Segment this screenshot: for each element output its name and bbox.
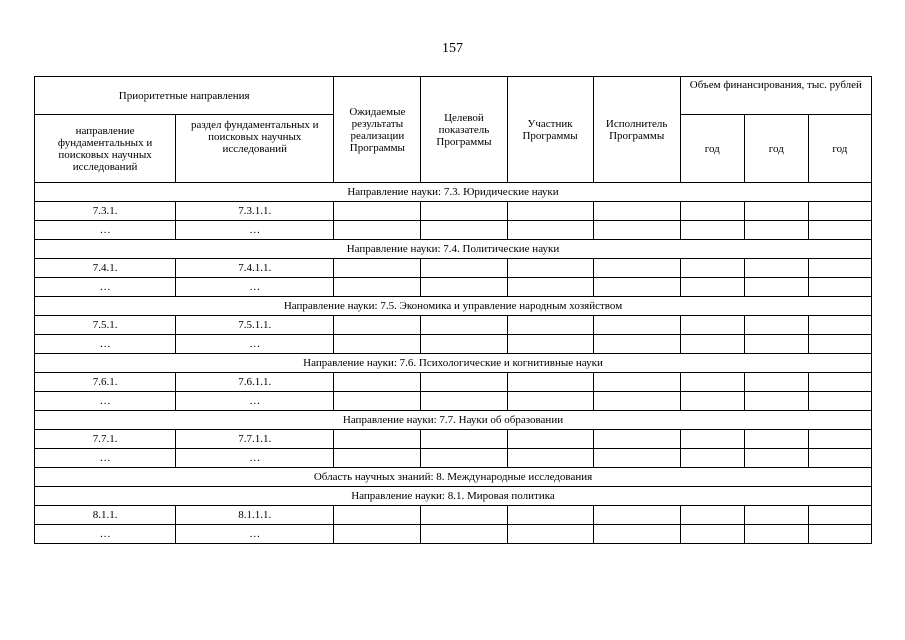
program-table [34, 76, 872, 544]
table-row [35, 335, 872, 354]
table-row [35, 373, 872, 392]
direction-code-cell: 7.3.1. [35, 202, 176, 221]
empty-cell [680, 525, 744, 544]
empty-cell [421, 373, 507, 392]
executor-header: Исполнитель Программы [593, 77, 680, 183]
empty-cell [744, 373, 808, 392]
section-code-cell: … [176, 221, 334, 240]
empty-cell [507, 449, 593, 468]
empty-cell [334, 278, 421, 297]
section-code-cell: 7.7.1.1. [176, 430, 334, 449]
empty-cell [744, 392, 808, 411]
empty-cell [421, 392, 507, 411]
empty-cell [593, 259, 680, 278]
empty-cell [334, 449, 421, 468]
section-code-cell: … [176, 392, 334, 411]
section-code-cell: … [176, 278, 334, 297]
empty-cell [334, 221, 421, 240]
empty-cell [808, 259, 871, 278]
empty-cell [593, 278, 680, 297]
table-row [35, 506, 872, 525]
section-row [35, 354, 872, 373]
funding-header: Объем финансирования, тыс. рублей [680, 77, 871, 115]
empty-cell [744, 316, 808, 335]
section-title: Направление науки: 7.3. Юридические науки [35, 183, 872, 202]
empty-cell [808, 278, 871, 297]
table-row [35, 221, 872, 240]
direction-code-cell: … [35, 221, 176, 240]
year-header-2: год [744, 115, 808, 183]
empty-cell [680, 202, 744, 221]
page-number: 157 [442, 41, 463, 56]
header-row-top [35, 77, 872, 115]
empty-cell [808, 449, 871, 468]
priority-directions-header: Приоритетные направления [35, 77, 334, 115]
expected-results-header: Ожидаемые результаты реализации Программы [334, 77, 421, 183]
empty-cell [593, 506, 680, 525]
empty-cell [421, 449, 507, 468]
section-title: Направление науки: 7.4. Политические науки [35, 240, 872, 259]
empty-cell [507, 202, 593, 221]
section-row [35, 487, 872, 506]
table-row [35, 525, 872, 544]
empty-cell [744, 278, 808, 297]
empty-cell [507, 392, 593, 411]
empty-cell [680, 506, 744, 525]
empty-cell [808, 335, 871, 354]
empty-cell [507, 316, 593, 335]
table-row [35, 259, 872, 278]
empty-cell [808, 373, 871, 392]
empty-cell [507, 278, 593, 297]
empty-cell [593, 202, 680, 221]
empty-cell [744, 506, 808, 525]
target-indicator-header: Целевой показатель Программы [421, 77, 507, 183]
section-code-cell: … [176, 449, 334, 468]
empty-cell [334, 392, 421, 411]
section-title: Направление науки: 7.6. Психологические и когнитивные науки [35, 354, 872, 373]
empty-cell [334, 335, 421, 354]
empty-cell [680, 316, 744, 335]
table-row [35, 449, 872, 468]
empty-cell [507, 430, 593, 449]
section-row [35, 411, 872, 430]
empty-cell [421, 525, 507, 544]
empty-cell [421, 335, 507, 354]
direction-code-cell: 7.4.1. [35, 259, 176, 278]
empty-cell [744, 221, 808, 240]
empty-cell [593, 525, 680, 544]
year-header-3: год [808, 115, 871, 183]
empty-cell [744, 449, 808, 468]
table-row [35, 316, 872, 335]
section-code-cell: 8.1.1.1. [176, 506, 334, 525]
section-column-header: раздел фундаментальных и поисковых научных исследований [176, 115, 334, 183]
direction-code-cell: … [35, 335, 176, 354]
empty-cell [334, 202, 421, 221]
empty-cell [593, 392, 680, 411]
empty-cell [421, 506, 507, 525]
empty-cell [680, 259, 744, 278]
section-row [35, 240, 872, 259]
empty-cell [421, 202, 507, 221]
empty-cell [593, 373, 680, 392]
empty-cell [744, 259, 808, 278]
section-row [35, 297, 872, 316]
empty-cell [334, 506, 421, 525]
section-row [35, 183, 872, 202]
empty-cell [507, 506, 593, 525]
section-code-cell: … [176, 335, 334, 354]
section-code-cell: 7.5.1.1. [176, 316, 334, 335]
section-row [35, 468, 872, 487]
section-title: Направление науки: 7.7. Науки об образовании [35, 411, 872, 430]
direction-code-cell: … [35, 449, 176, 468]
empty-cell [507, 259, 593, 278]
empty-cell [680, 335, 744, 354]
table-row [35, 430, 872, 449]
table-row [35, 392, 872, 411]
empty-cell [808, 506, 871, 525]
direction-code-cell: 8.1.1. [35, 506, 176, 525]
empty-cell [744, 202, 808, 221]
section-code-cell: 7.3.1.1. [176, 202, 334, 221]
empty-cell [334, 525, 421, 544]
table-body [35, 77, 872, 544]
participant-header: Участник Программы [507, 77, 593, 183]
section-title: Область научных знаний: 8. Международные исследования [35, 468, 872, 487]
empty-cell [744, 430, 808, 449]
section-code-cell: … [176, 525, 334, 544]
table-row [35, 278, 872, 297]
year-header-1: год [680, 115, 744, 183]
empty-cell [507, 373, 593, 392]
empty-cell [808, 221, 871, 240]
empty-cell [507, 335, 593, 354]
empty-cell [680, 449, 744, 468]
empty-cell [680, 392, 744, 411]
empty-cell [744, 335, 808, 354]
empty-cell [334, 430, 421, 449]
direction-code-cell: 7.5.1. [35, 316, 176, 335]
direction-code-cell: … [35, 525, 176, 544]
empty-cell [808, 430, 871, 449]
empty-cell [680, 278, 744, 297]
direction-code-cell: 7.6.1. [35, 373, 176, 392]
empty-cell [334, 259, 421, 278]
empty-cell [808, 202, 871, 221]
empty-cell [593, 430, 680, 449]
empty-cell [808, 316, 871, 335]
direction-code-cell: 7.7.1. [35, 430, 176, 449]
direction-column-header: направление фундаментальных и поисковых научных исследований [35, 115, 176, 183]
empty-cell [593, 449, 680, 468]
empty-cell [507, 525, 593, 544]
empty-cell [808, 525, 871, 544]
section-code-cell: 7.4.1.1. [176, 259, 334, 278]
empty-cell [680, 221, 744, 240]
empty-cell [680, 373, 744, 392]
empty-cell [334, 373, 421, 392]
section-title: Направление науки: 7.5. Экономика и управление народным хозяйством [35, 297, 872, 316]
table-row [35, 202, 872, 221]
empty-cell [593, 335, 680, 354]
empty-cell [421, 221, 507, 240]
empty-cell [421, 259, 507, 278]
empty-cell [808, 392, 871, 411]
empty-cell [421, 316, 507, 335]
direction-code-cell: … [35, 392, 176, 411]
empty-cell [593, 221, 680, 240]
section-title: Направление науки: 8.1. Мировая политика [35, 487, 872, 506]
empty-cell [593, 316, 680, 335]
empty-cell [507, 221, 593, 240]
direction-code-cell: … [35, 278, 176, 297]
section-code-cell: 7.6.1.1. [176, 373, 334, 392]
empty-cell [744, 525, 808, 544]
empty-cell [680, 430, 744, 449]
empty-cell [421, 278, 507, 297]
empty-cell [421, 430, 507, 449]
empty-cell [334, 316, 421, 335]
